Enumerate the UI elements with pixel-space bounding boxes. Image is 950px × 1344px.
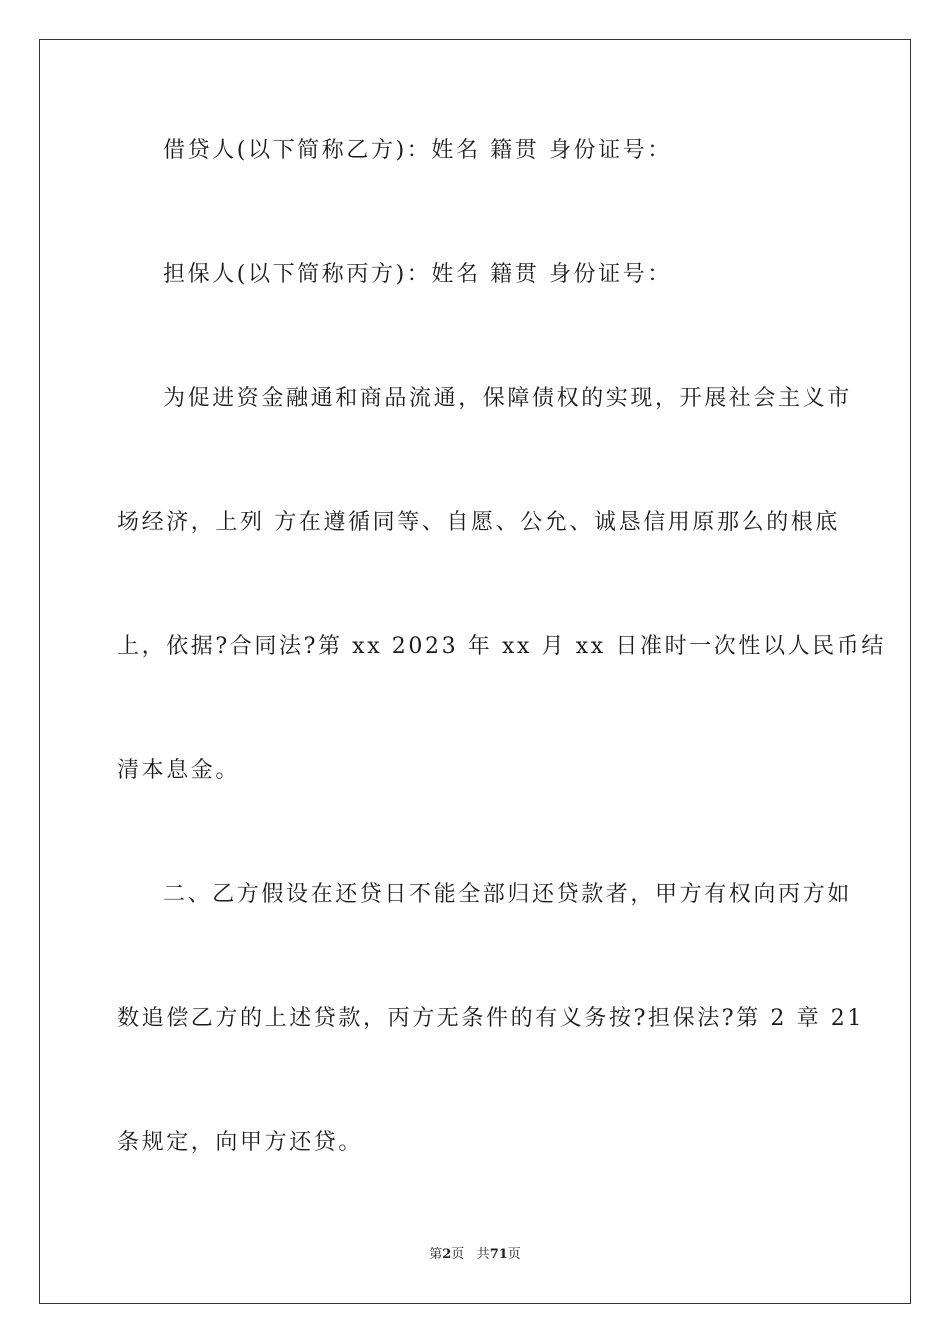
page-frame: [39, 39, 911, 1304]
footer-total-pages: 71: [489, 1247, 508, 1262]
text-line-guarantor: 担保人(以下简称丙方)：姓名 籍贯 身份证号：: [163, 262, 672, 287]
page-footer: [0, 1246, 950, 1264]
text-line-paragraph2-3: 条规定，向甲方还贷。: [117, 1130, 364, 1155]
footer-total-prefix: 共: [476, 1247, 490, 1262]
text-line-paragraph2-2: 数追偿乙方的上述贷款，丙方无条件的有义务按?担保法?第 2 章 21: [117, 1006, 864, 1031]
footer-page-suffix: 页: [451, 1247, 465, 1262]
text-line-paragraph1-3: 上，依据?合同法?第 xx 2023 年 xx 月 xx 日准时一次性以人民币结: [117, 634, 886, 659]
text-line-paragraph1-1: 为促进资金融通和商品流通，保障债权的实现，开展社会主义市: [163, 386, 852, 411]
footer-page-number: 2: [442, 1247, 452, 1262]
text-line-paragraph1-4: 清本息金。: [117, 758, 241, 783]
text-line-paragraph2-1: 二、乙方假设在还贷日不能全部归还贷款者，甲方有权向丙方如: [163, 882, 852, 907]
text-line-borrower: 借贷人(以下简称乙方)：姓名 籍贯 身份证号：: [163, 138, 672, 163]
footer-total-suffix: 页: [507, 1247, 521, 1262]
footer-page-prefix: 第: [429, 1247, 443, 1262]
text-line-paragraph1-2: 场经济，上列 方在遵循同等、自愿、公允、诚恳信用原那么的根底: [117, 510, 840, 535]
